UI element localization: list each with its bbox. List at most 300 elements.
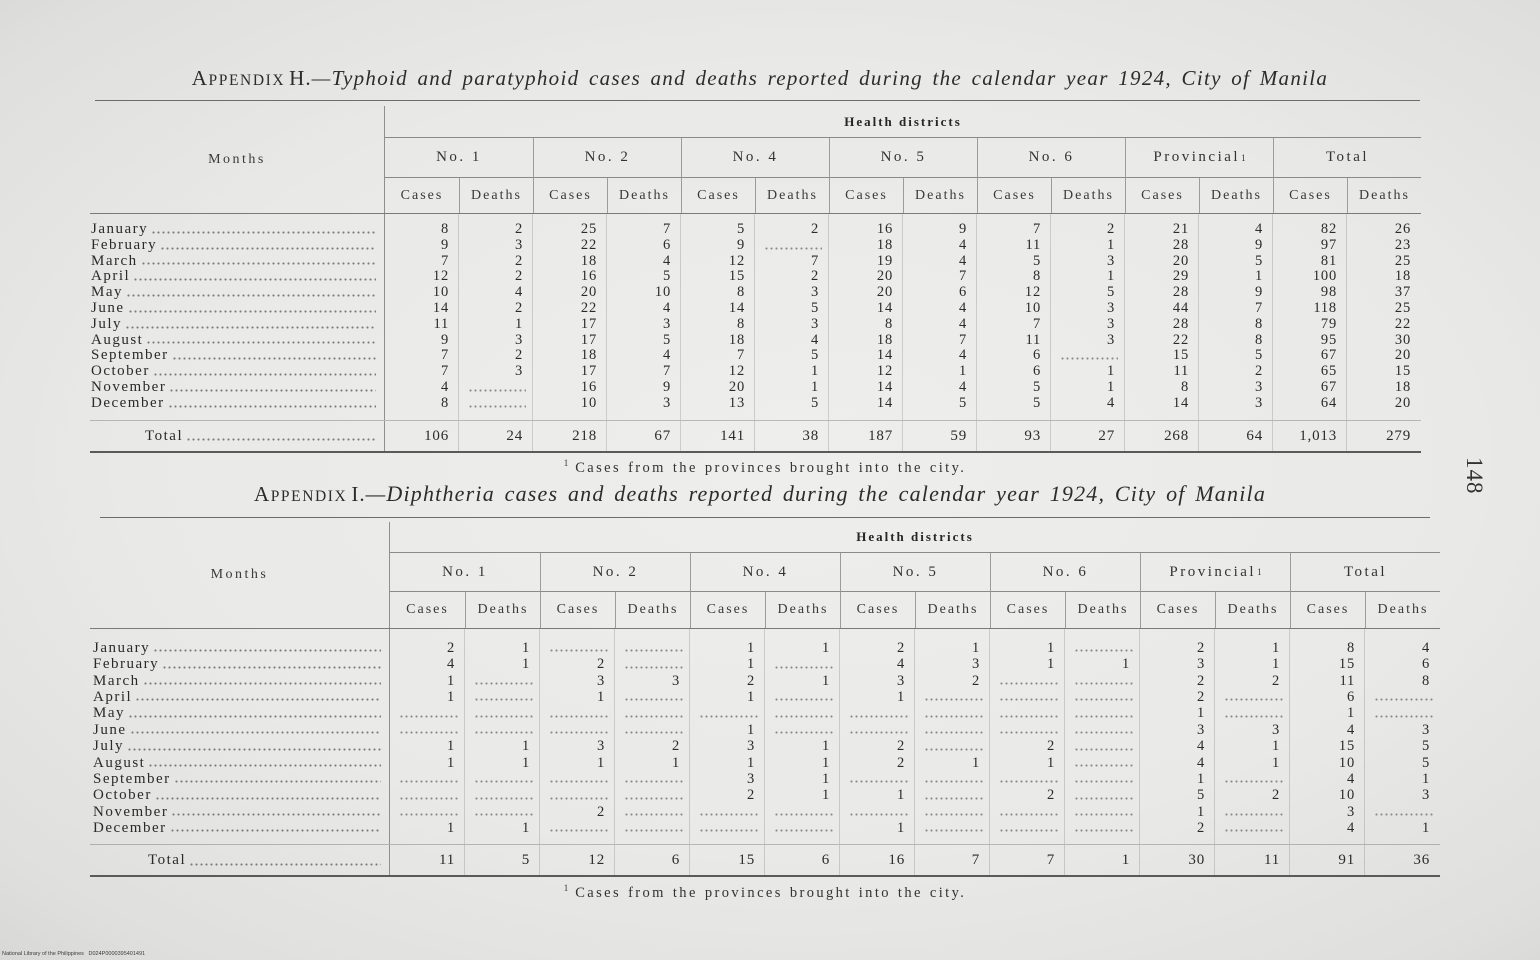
- deaths-value: 4: [662, 252, 671, 269]
- deaths-value: 4: [958, 347, 967, 364]
- deaths-value: 24: [506, 427, 523, 444]
- blank-cell: [915, 771, 990, 787]
- cases-value: 3: [596, 738, 605, 755]
- table-row: [90, 640, 1440, 656]
- month-label: March: [93, 672, 140, 689]
- dot-leader: [133, 278, 376, 281]
- blank-cell: [915, 705, 990, 721]
- cases-value: 1: [746, 754, 755, 771]
- cases-value: 29: [1172, 268, 1189, 285]
- district-label: No. 5: [892, 563, 939, 580]
- deaths-value: 3: [1106, 252, 1115, 269]
- deaths-value: 1: [521, 754, 530, 771]
- deaths-value: 27: [1098, 427, 1115, 444]
- deaths-value: 25: [1394, 252, 1411, 269]
- appendix-h-title: [95, 65, 1425, 91]
- deaths-value: 5: [1421, 754, 1430, 771]
- table-row: [90, 738, 1440, 754]
- footnote-marker: 1: [1241, 152, 1246, 163]
- blank-cell: [915, 722, 990, 738]
- deaths-value: 26: [1394, 221, 1411, 237]
- cases-value: 8: [1346, 640, 1355, 656]
- cases-value: 8: [884, 315, 893, 332]
- cases-value: 8: [1180, 378, 1189, 395]
- table-row: [90, 705, 1440, 721]
- cases-value: 11: [1339, 672, 1355, 689]
- total-row: [90, 421, 1421, 451]
- month-label: October: [93, 787, 152, 804]
- blank-cell: [915, 804, 990, 820]
- cases-value: 7: [440, 252, 449, 269]
- table-row: [90, 656, 1440, 672]
- cases-header: Cases: [1125, 178, 1199, 213]
- cases-value: 1: [896, 787, 905, 804]
- dot-leader: [169, 389, 376, 392]
- dot-leader: [127, 748, 381, 751]
- blank-cell: [1215, 689, 1290, 705]
- cases-value: 2: [596, 803, 605, 820]
- blank-cell: [690, 804, 765, 820]
- blank-cell: [765, 804, 840, 820]
- dot-leader: [128, 310, 377, 313]
- cases-value: 25: [580, 221, 597, 237]
- deaths-value: 3: [1106, 299, 1115, 316]
- cases-header: Cases: [1273, 178, 1347, 213]
- cases-value: 1: [1046, 754, 1055, 771]
- blank-cell: [465, 722, 540, 738]
- cases-value: 2: [746, 787, 755, 804]
- cases-value: 11: [1025, 331, 1041, 348]
- deaths-value: 2: [810, 221, 819, 237]
- cases-value: 67: [1320, 347, 1337, 364]
- cases-value: 6: [1346, 689, 1355, 706]
- months-header: Months: [90, 522, 390, 628]
- deaths-value: 38: [802, 427, 819, 444]
- blank-cell: [540, 771, 615, 787]
- cases-value: 4: [896, 656, 905, 673]
- deaths-value: 1: [821, 672, 830, 689]
- deaths-value: 8: [1254, 331, 1263, 348]
- cases-value: 1: [1046, 640, 1055, 656]
- deaths-value: 2: [971, 672, 980, 689]
- blank-cell: [465, 787, 540, 803]
- blank-cell: [390, 722, 465, 738]
- deaths-value: 3: [971, 656, 980, 673]
- dot-leader: [151, 231, 376, 234]
- month-label-cell: [90, 238, 385, 254]
- deaths-value: 4: [958, 252, 967, 269]
- month-label-cell: [90, 348, 385, 364]
- table-row: [90, 222, 1421, 238]
- blank-cell: [540, 722, 615, 738]
- month-label-cell: [90, 269, 385, 285]
- table-total: [90, 420, 1421, 451]
- blank-cell: [1365, 689, 1440, 705]
- cases-value: 4: [1346, 770, 1355, 787]
- table-body: [90, 214, 1421, 420]
- cases-value: 2: [1196, 689, 1205, 706]
- deaths-value: 2: [514, 268, 523, 285]
- cases-value: 16: [580, 268, 597, 285]
- month-label: February: [91, 236, 158, 253]
- dot-leader: [148, 764, 381, 767]
- blank-cell: [540, 787, 615, 803]
- deaths-value: 25: [1394, 299, 1411, 316]
- deaths-value: 3: [1421, 721, 1430, 738]
- deaths-header: Deaths: [1215, 592, 1290, 628]
- table-total: [90, 844, 1440, 875]
- cases-value: 17: [580, 363, 597, 380]
- month-label: September: [93, 770, 171, 787]
- dot-leader: [189, 863, 381, 866]
- cases-value: 1,013: [1299, 427, 1337, 444]
- cases-header: Cases: [681, 178, 755, 213]
- deaths-value: 3: [810, 315, 819, 332]
- cases-value: 4: [1346, 819, 1355, 836]
- district-label: No. 4: [732, 149, 779, 165]
- cases-value: 7: [736, 347, 745, 364]
- deaths-value: 3: [514, 331, 523, 348]
- month-label: January: [91, 221, 149, 237]
- table-header: [90, 522, 1440, 629]
- table-row: [90, 364, 1421, 380]
- cases-value: 6: [1032, 363, 1041, 380]
- cases-value: 100: [1312, 268, 1337, 285]
- health-districts-header: Health districts: [390, 522, 1440, 553]
- district-header: [1273, 138, 1421, 178]
- cases-value: 10: [1338, 754, 1355, 771]
- blank-cell: [615, 722, 690, 738]
- blank-cell: [1065, 689, 1140, 705]
- district-label: Total: [1343, 563, 1388, 580]
- blank-cell: [459, 380, 533, 396]
- blank-cell: [765, 722, 840, 738]
- month-label: November: [93, 803, 169, 820]
- deaths-value: 2: [514, 347, 523, 364]
- deaths-value: 6: [671, 852, 680, 869]
- appendix-i-title: [95, 481, 1425, 507]
- deaths-value: 1: [971, 640, 980, 656]
- dot-leader: [146, 341, 376, 344]
- cases-value: 15: [1338, 738, 1355, 755]
- cases-value: 22: [1172, 331, 1189, 348]
- table-row: [90, 722, 1440, 738]
- blank-cell: [765, 820, 840, 836]
- footnote-text: Cases from the provinces brought into the city.: [575, 459, 967, 476]
- deaths-value: 7: [662, 363, 671, 380]
- deaths-value: 37: [1394, 284, 1411, 301]
- cases-value: 7: [440, 363, 449, 380]
- cases-value: 8: [736, 315, 745, 332]
- table-row: [90, 285, 1421, 301]
- cases-value: 4: [446, 656, 455, 673]
- deaths-value: 1: [821, 738, 830, 755]
- district-label: No. 5: [880, 149, 927, 165]
- month-label: April: [91, 268, 131, 285]
- blank-cell: [390, 705, 465, 721]
- deaths-value: 5: [810, 394, 819, 411]
- month-label-cell: [90, 222, 385, 238]
- district-header: [681, 138, 829, 178]
- blank-cell: [990, 771, 1065, 787]
- cases-value: 20: [876, 284, 893, 301]
- appendix-word: APPENDIX: [191, 66, 286, 90]
- cases-value: 10: [580, 394, 597, 411]
- dot-leader: [186, 438, 376, 441]
- month-label-cell: [90, 396, 385, 412]
- district-header: [829, 138, 977, 178]
- month-label: August: [93, 754, 146, 771]
- deaths-value: 2: [514, 221, 523, 237]
- dot-leader: [155, 797, 381, 800]
- cases-value: 5: [1032, 378, 1041, 395]
- month-label-cell: [90, 705, 390, 721]
- deaths-value: 4: [810, 331, 819, 348]
- cases-value: 141: [720, 427, 745, 444]
- blank-cell: [390, 771, 465, 787]
- blank-cell: [540, 640, 615, 656]
- blank-cell: [390, 787, 465, 803]
- cases-value: 18: [728, 331, 745, 348]
- deaths-header: Deaths: [765, 592, 840, 628]
- blank-cell: [615, 787, 690, 803]
- blank-cell: [1215, 705, 1290, 721]
- deaths-value: 3: [662, 394, 671, 411]
- blank-cell: [990, 673, 1065, 689]
- deaths-value: 279: [1386, 427, 1411, 444]
- month-label: July: [91, 315, 123, 332]
- cases-value: 4: [440, 378, 449, 395]
- cases-value: 1: [746, 656, 755, 673]
- cases-value: 18: [580, 347, 597, 364]
- footnote-text: Cases from the provinces brought into the city.: [575, 884, 967, 901]
- deaths-header: Deaths: [1365, 592, 1440, 628]
- blank-cell: [390, 804, 465, 820]
- deaths-value: 5: [521, 852, 530, 869]
- deaths-value: 2: [514, 252, 523, 269]
- deaths-header: Deaths: [465, 592, 540, 628]
- deaths-header: Deaths: [607, 178, 681, 213]
- cases-value: 5: [1032, 394, 1041, 411]
- deaths-value: 3: [514, 236, 523, 253]
- cases-value: 2: [1046, 738, 1055, 755]
- blank-cell: [990, 705, 1065, 721]
- table-row: [90, 787, 1440, 803]
- dot-leader: [160, 247, 376, 250]
- deaths-value: 1: [810, 378, 819, 395]
- months-header: Months: [90, 106, 385, 213]
- deaths-value: 1: [821, 787, 830, 804]
- cases-value: 14: [432, 299, 449, 316]
- cases-value: 1: [1046, 656, 1055, 673]
- deaths-value: 7: [810, 252, 819, 269]
- deaths-value: 7: [958, 331, 967, 348]
- district-header: [1125, 138, 1273, 178]
- deaths-value: 4: [514, 284, 523, 301]
- deaths-value: 1: [1421, 819, 1430, 836]
- cases-value: 1: [746, 640, 755, 656]
- cases-value: 12: [728, 252, 745, 269]
- district-header: [390, 553, 540, 592]
- deaths-value: 4: [662, 347, 671, 364]
- cases-value: 15: [728, 268, 745, 285]
- blank-cell: [1065, 820, 1140, 836]
- district-label: No. 1: [436, 149, 482, 165]
- cases-value: 8: [736, 284, 745, 301]
- appendix-title-text: —Diphtheria cases and deaths reported during the calendar year 1924, City of Manila: [365, 481, 1267, 506]
- deaths-value: 5: [1254, 347, 1263, 364]
- blank-cell: [1065, 771, 1140, 787]
- deaths-value: 2: [1271, 672, 1280, 689]
- cases-header: Cases: [1290, 592, 1365, 628]
- deaths-value: 1: [810, 363, 819, 380]
- deaths-value: 1: [521, 656, 530, 673]
- deaths-value: 5: [810, 299, 819, 316]
- cases-value: 7: [1032, 221, 1041, 237]
- deaths-header: Deaths: [615, 592, 690, 628]
- district-label: Total: [1325, 149, 1370, 165]
- blank-cell: [1065, 738, 1140, 754]
- blank-cell: [465, 673, 540, 689]
- blank-cell: [915, 820, 990, 836]
- cases-value: 5: [736, 221, 745, 237]
- deaths-value: 1: [1271, 656, 1280, 673]
- blank-cell: [1065, 787, 1140, 803]
- deaths-value: 30: [1394, 331, 1411, 348]
- blank-cell: [1065, 640, 1140, 656]
- cases-value: 6: [1032, 347, 1041, 364]
- blank-cell: [459, 396, 533, 412]
- deaths-value: 6: [1421, 656, 1430, 673]
- deaths-value: 1: [671, 754, 680, 771]
- cases-header: Cases: [840, 592, 915, 628]
- deaths-value: 3: [1254, 378, 1263, 395]
- deaths-value: 2: [810, 268, 819, 285]
- dot-leader: [135, 698, 381, 701]
- cases-value: 118: [1313, 299, 1337, 316]
- footnote-marker: 1: [563, 458, 569, 468]
- month-label-cell: [90, 285, 385, 301]
- table-row: [90, 269, 1421, 285]
- district-label: No. 6: [1042, 563, 1089, 580]
- cases-value: 22: [580, 299, 597, 316]
- table-header: [90, 106, 1421, 214]
- dot-leader: [126, 294, 376, 297]
- footnote: [0, 455, 1530, 476]
- deaths-value: 4: [1254, 221, 1263, 237]
- cases-value: 11: [1173, 363, 1189, 380]
- cases-value: 12: [588, 852, 605, 869]
- deaths-value: 15: [1394, 363, 1411, 380]
- deaths-value: 4: [662, 299, 671, 316]
- cases-value: 14: [728, 299, 745, 316]
- deaths-value: 2: [1254, 363, 1263, 380]
- deaths-value: 1: [1254, 268, 1263, 285]
- deaths-value: 5: [1106, 284, 1115, 301]
- blank-cell: [615, 705, 690, 721]
- typhoid-table: [90, 106, 1421, 453]
- cases-value: 81: [1320, 252, 1337, 269]
- cases-value: 1: [746, 689, 755, 706]
- cases-value: 13: [728, 394, 745, 411]
- appendix-title-text: —Typhoid and paratyphoid cases and deaths reported during the calendar year 1924, City of Manila: [311, 66, 1329, 90]
- footnote: [0, 880, 1530, 901]
- district-label: Provincial: [1169, 563, 1257, 580]
- cases-value: 7: [1046, 852, 1055, 869]
- month-label-cell: [90, 317, 385, 333]
- district-header: [540, 553, 690, 592]
- cases-value: 1: [1346, 705, 1355, 722]
- cases-value: 65: [1320, 363, 1337, 380]
- archive-stamp: National Library of the Philippines D024P0000395401491: [2, 951, 146, 957]
- blank-cell: [990, 689, 1065, 705]
- blank-cell: [690, 705, 765, 721]
- deaths-header: Deaths: [1065, 592, 1140, 628]
- month-label: August: [91, 331, 144, 348]
- cases-value: 82: [1320, 221, 1337, 237]
- cases-value: 11: [1025, 236, 1041, 253]
- deaths-value: 6: [958, 284, 967, 301]
- district-header: [840, 553, 990, 592]
- table-row: [90, 348, 1421, 364]
- cases-value: 3: [1346, 803, 1355, 820]
- cases-value: 12: [1024, 284, 1041, 301]
- total-label-cell: [90, 421, 385, 451]
- cases-value: 8: [440, 221, 449, 237]
- cases-value: 9: [440, 331, 449, 348]
- cases-value: 15: [1172, 347, 1189, 364]
- blank-cell: [840, 705, 915, 721]
- deaths-value: 7: [662, 221, 671, 237]
- district-header: [990, 553, 1140, 592]
- month-label-cell: [90, 689, 390, 705]
- month-label-cell: [90, 656, 390, 672]
- district-label: No. 4: [742, 563, 789, 580]
- deaths-value: 10: [654, 284, 671, 301]
- deaths-value: 3: [514, 363, 523, 380]
- month-label-cell: [90, 640, 390, 656]
- cases-value: 218: [572, 427, 597, 444]
- cases-header: Cases: [690, 592, 765, 628]
- cases-value: 44: [1172, 299, 1189, 316]
- district-header: [690, 553, 840, 592]
- cases-value: 8: [1032, 268, 1041, 285]
- dot-leader: [174, 780, 381, 783]
- cases-value: 1: [1196, 803, 1205, 820]
- deaths-value: 3: [1106, 315, 1115, 332]
- blank-cell: [840, 771, 915, 787]
- cases-value: 28: [1172, 236, 1189, 253]
- district-header: [533, 138, 681, 178]
- cases-value: 16: [888, 852, 905, 869]
- district-label: No. 1: [442, 563, 488, 580]
- blank-cell: [465, 771, 540, 787]
- month-label: May: [91, 284, 123, 301]
- month-label-cell: [90, 787, 390, 803]
- deaths-header: Deaths: [755, 178, 829, 213]
- cases-value: 2: [446, 640, 455, 656]
- cases-value: 5: [1196, 787, 1205, 804]
- cases-value: 4: [1196, 754, 1205, 771]
- cases-value: 1: [446, 738, 455, 755]
- deaths-value: 20: [1394, 347, 1411, 364]
- blank-cell: [1065, 755, 1140, 771]
- deaths-value: 1: [1106, 378, 1115, 395]
- deaths-value: 1: [514, 315, 523, 332]
- total-row: [90, 845, 1440, 875]
- deaths-value: 4: [1106, 394, 1115, 411]
- month-label-cell: [90, 364, 385, 380]
